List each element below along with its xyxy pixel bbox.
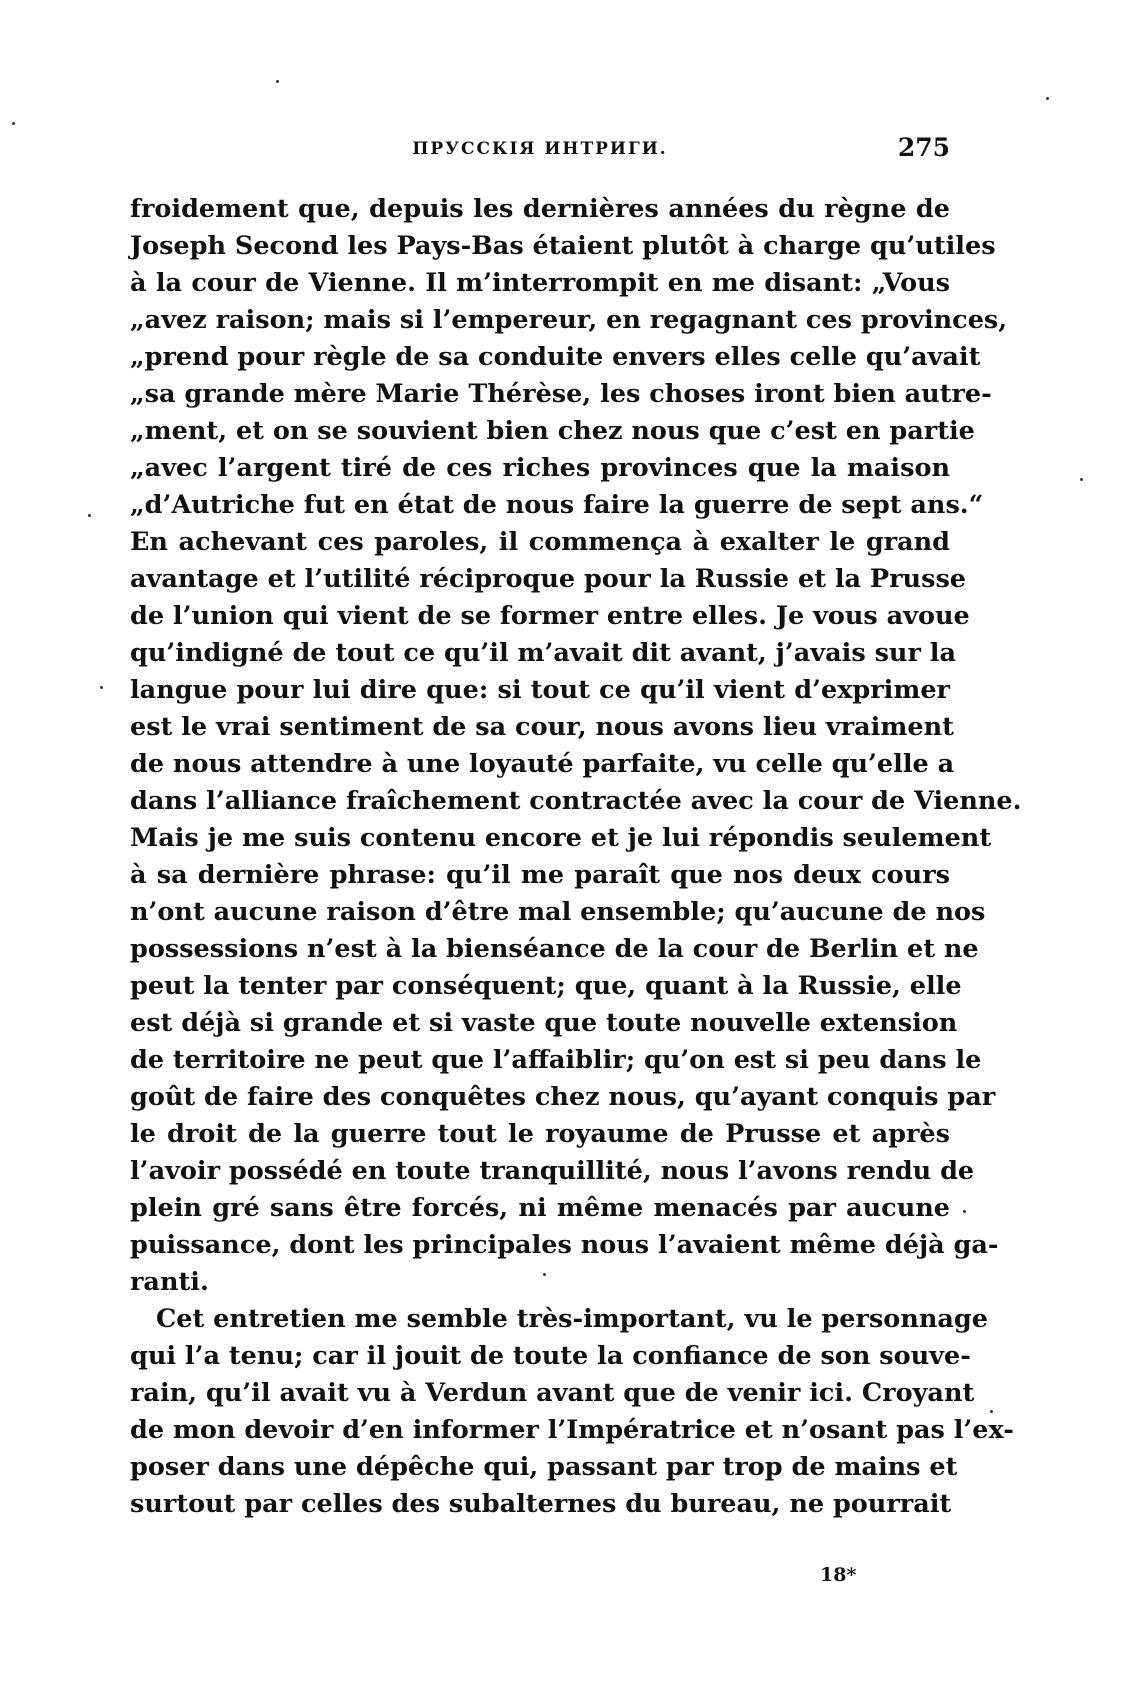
text-line: poser dans une dépêche qui, passant par trop de mains et [130,1452,958,1482]
running-head-title: ПРУССКІЯ ИНТРИГИ. [412,139,668,159]
print-speck [276,80,279,83]
text-line: possessions n’est à la bienséance de la cour de Berlin et ne [130,934,979,964]
text-line: froidement que, depuis les dernières années du règne de [130,194,950,224]
text-line: En achevant ces paroles, il commença à exalter le grand [130,527,950,557]
signature-mark: 18* [820,1564,857,1586]
print-speck [1046,97,1049,100]
body-text [130,191,1022,1523]
text-line: avantage et l’utilité réciproque pour la Russie et la Prusse [130,564,967,594]
print-speck [100,686,103,689]
text-line: langue pour lui dire que: si tout ce qu’il vient d’exprimer [130,675,950,705]
text-line: l’avoir possédé en toute tranquillité, nous l’avons rendu de [130,1156,975,1186]
text-line: de nous attendre à une loyauté parfaite, vu celle qu’elle a [130,749,955,779]
text-line: peut la tenter par conséquent; que, quant à la Russie, elle [130,971,962,1001]
text-line: à la cour de Vienne. Il m’interrompit en me disant: „Vous [130,268,950,298]
text-line: qui l’a tenu; car il jouit de toute la confiance de son souve- [130,1341,971,1371]
text-line: „prend pour règle de sa conduite envers elles celle qu’avait [130,342,981,372]
text-line: rain, qu’il avait vu à Verdun avant que de venir ici. Croyant [130,1378,975,1408]
text-line: est déjà si grande et si vaste que toute nouvelle extension [130,1008,958,1038]
text-line: Joseph Second les Pays-Bas étaient plutôt à charge qu’utiles [130,231,996,261]
text-line: à sa dernière phrase: qu’il me paraît que nos deux cours [130,860,950,890]
text-line: n’ont aucune raison d’être mal ensemble; qu’aucune de nos [130,897,986,927]
text-line: qu’indigné de tout ce qu’il m’avait dit avant, j’avais sur la [130,638,956,668]
text-line: „ment, et on se souvient bien chez nous que c’est en partie [130,416,975,446]
text-line: de territoire ne peut que l’affaiblir; qu’on est si peu dans le [130,1045,982,1075]
print-speck [12,122,15,125]
print-speck [1080,478,1083,481]
print-speck [963,1210,966,1213]
print-speck [990,1410,993,1413]
text-line: plein gré sans être forcés, ni même menacés par aucune [130,1193,950,1223]
text-line: „avez raison; mais si l’empereur, en regagnant ces provinces, [130,305,1008,335]
text-line: de l’union qui vient de se former entre elles. Je vous avoue [130,601,970,631]
text-line: „d’Autriche fut en état de nous faire la guerre de sept ans.“ [130,490,984,520]
text-line: le droit de la guerre tout le royaume de Prusse et après [130,1119,950,1149]
text-line: „avec l’argent tiré de ces riches provinces que la maison [130,453,950,483]
text-line: puissance, dont les principales nous l’avaient même déjà ga- [130,1230,999,1260]
text-line: de mon devoir d’en informer l’Impératrice et n’osant pas l’ex- [130,1415,1014,1445]
print-speck [543,1273,546,1276]
print-speck [88,514,91,517]
text-line: goût de faire des conquêtes chez nous, qu’ayant conquis par [130,1082,996,1112]
text-line: „sa grande mère Marie Thérèse, les choses iront bien autre- [130,379,992,409]
text-line: surtout par celles des subalternes du bureau, ne pourrait [130,1489,952,1519]
page-number: 275 [897,133,950,162]
text-line: dans l’alliance fraîchement contractée avec la cour de Vienne. [130,786,1022,816]
text-line: Mais je me suis contenu encore et je lui répondis seulement [130,823,992,853]
paragraph-start-line: Cet entretien me semble très-important, vu le personnage [156,1304,988,1334]
running-head [130,133,950,169]
text-line: est le vrai sentiment de sa cour, nous avons lieu vraiment [130,712,954,742]
text-line: ranti. [130,1267,209,1297]
